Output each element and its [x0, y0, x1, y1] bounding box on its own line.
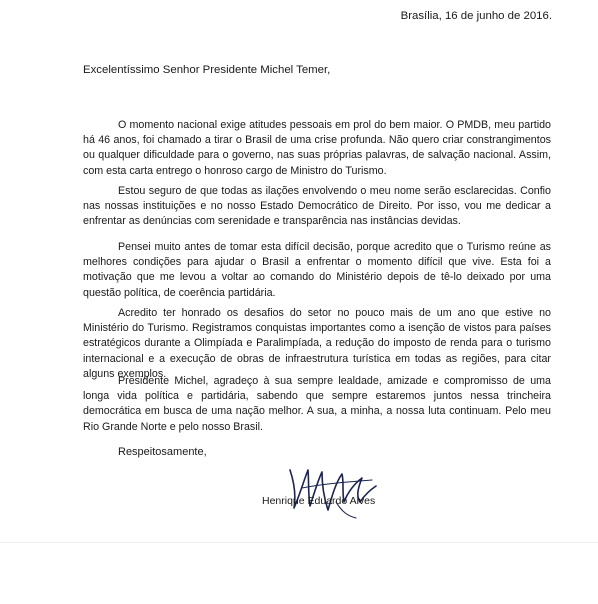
handwritten-signature — [282, 462, 382, 520]
page-bottom-edge — [0, 542, 598, 543]
signer-name: Henrique Eduardo Alves — [262, 495, 376, 507]
letter-salutation: Excelentíssimo Senhor Presidente Michel Temer, — [83, 64, 331, 76]
letter-dateline: Brasília, 16 de junho de 2016. — [400, 10, 552, 22]
letter-paragraph-5: Presidente Michel, agradeço à sua sempre lealdade, amizade e compromisso de uma longa vida política e partidária, sabendo que sempre estaremos juntos nessa trincheira democrática em busca de uma nação melhor. A sua, a minha, a nossa luta continuam. Pelo meu Rio Grande Norte e pelo nosso Brasil. — [83, 375, 551, 433]
letter-paragraph-3: Pensei muito antes de tomar esta difícil decisão, porque acredito que o Turismo reúne as melhores condições para ajudar o Brasil a enfrentar o momento difícil que vive. Esta foi a motivação que me levou a voltar ao comando do Ministério depois de tê-lo deixado por uma questão política, de coerência partidária. — [83, 241, 551, 299]
letter-paragraph-4: Acredito ter honrado os desafios do setor no pouco mais de um ano que estive no Ministério do Turismo. Registramos conquistas importantes como a isenção de vistos para países estratégicos durante a Olimpíada e Paralimpíada, a redução do imposto de renda para o turismo internacional e a execução de obras de infraestrutura turística em todas as regiões, para citar alguns exemplos. — [83, 307, 551, 380]
letter-paragraph-2: Estou seguro de que todas as ilações envolvendo o meu nome serão esclarecidas. Confio nas nossas instituições e no nosso Estado Democrático de Direito. Por isso, vou me dedicar a enfrentar as denúncias com serenidade e transparência nas instâncias devidas. — [83, 185, 551, 228]
letter-paragraph-1: O momento nacional exige atitudes pessoais em prol do bem maior. O PMDB, meu partido há 46 anos, foi chamado a tirar o Brasil de uma crise profunda. Não quero criar constrangimentos ou qualquer dificuldade para o governo, nas suas próprias palavras, de salvação nacional. Assim, com esta carta entrego o honroso cargo de Ministro do Turismo. — [83, 119, 551, 177]
letter-closing: Respeitosamente, — [118, 446, 207, 458]
